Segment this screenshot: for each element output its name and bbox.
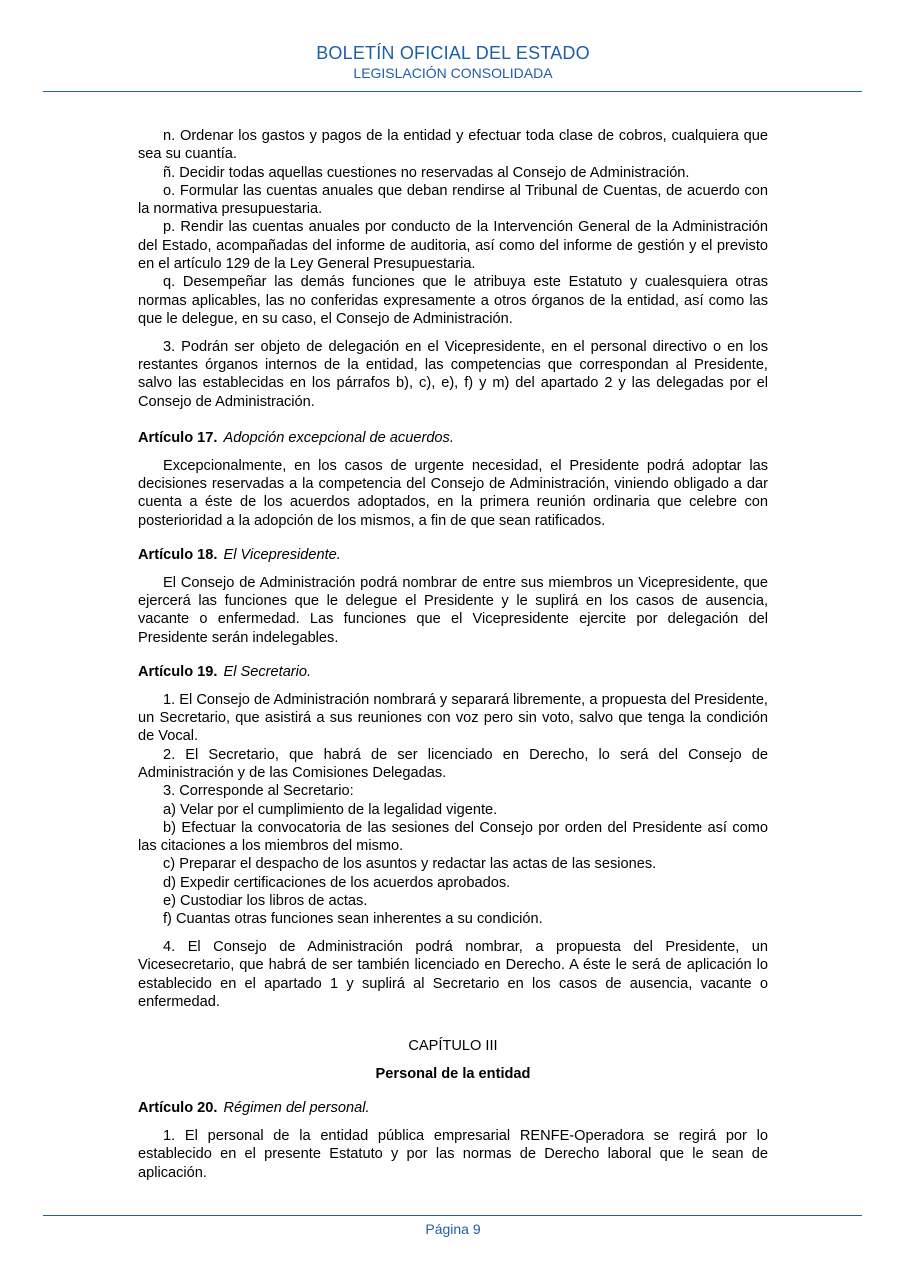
article-19-item-d: d) Expedir certificaciones de los acuerdos aprobados. bbox=[163, 874, 511, 891]
paragraph-3: 3. Podrán ser objeto de delegación en el Vicepresidente, en el personal directivo o en los restantes órganos internos de la entidad, las competencias que correspondan al Presidente, salvo las establecidas en los párrafos b), c), e), f) y m) del apartado 2 y las delegadas por el Consejo de Administración. bbox=[138, 338, 768, 410]
article-17-title: Adopción excepcional de acuerdos. bbox=[223, 429, 454, 446]
article-20-paragraph-1: 1. El personal de la entidad pública empresarial RENFE-Operadora se regirá por lo establecido en el presente Estatuto y por las normas de Derecho laboral que le sean de aplicación. bbox=[138, 1128, 768, 1181]
article-20-heading bbox=[138, 1099, 768, 1117]
article-19-number: Artículo 19. bbox=[138, 663, 218, 680]
article-18-title: El Vicepresidente. bbox=[223, 546, 341, 563]
article-18-heading bbox=[138, 546, 768, 564]
paragraph-p: p. Rendir las cuentas anuales por conducto de la Intervención General de la Administración del Estado, acompañadas del informe de auditoria, así como del informe de gestión y el previsto en el artículo 129 de la Ley General Presupuestaria. bbox=[138, 219, 768, 273]
header-subtitle: LEGISLACIÓN CONSOLIDADA bbox=[353, 65, 553, 81]
article-18-paragraph: El Consejo de Administración podrá nombrar de entre sus miembros un Vicepresidente, que ejercerá las funciones que le delegue el Presidente y le suplirá en los casos de ausencia, vacante o enfermedad. Las funciones que el Vicepresidente ejercite por delegación del Presidente serán indelegables. bbox=[138, 574, 768, 646]
header-title: BOLETÍN OFICIAL DEL ESTADO bbox=[316, 43, 590, 63]
paragraph-n: n. Ordenar los gastos y pagos de la entidad y efectuar toda clase de cobros, cualquiera que sea su cuantía. bbox=[138, 128, 768, 163]
article-17-number: Artículo 17. bbox=[138, 429, 218, 446]
article-20-number: Artículo 20. bbox=[138, 1100, 218, 1117]
article-19-paragraph-4: 4. El Consejo de Administración podrá nombrar, a propuesta del Presidente, un Vicesecretario, que habrá de ser también licenciado en Derecho. A éste le será de aplicación lo establecido en el apartado 1 y suplirá al Secretario en los casos de ausencia, vacante o enfermedad. bbox=[138, 939, 768, 1010]
paragraph-enye: ñ. Decidir todas aquellas cuestiones no reservadas al Consejo de Administración. bbox=[163, 164, 690, 181]
paragraph-o: o. Formular las cuentas anuales que deban rendirse al Tribunal de Cuentas, de acuerdo con la normativa presupuestaria. bbox=[138, 182, 768, 218]
article-17-paragraph: Excepcionalmente, en los casos de urgente necesidad, el Presidente podrá adoptar las decisiones reservadas a la competencia del Consejo de Administración, viniendo obligado a dar cuenta a éste de los acuerdos adoptados, en la primera reunión ordinaria que celebre con posterioridad a la adopción de los mismos, a fin de que sean ratificados. bbox=[138, 457, 768, 529]
chapter-title: Personal de la entidad bbox=[375, 1066, 531, 1083]
document-body bbox=[138, 127, 768, 1182]
chapter-label: CAPÍTULO III bbox=[408, 1038, 498, 1055]
article-19-item-b: b) Efectuar la convocatoria de las sesiones del Consejo por orden del Presidente así como las citaciones a los miembros del mismo. bbox=[138, 819, 768, 855]
article-19-paragraph-2: 2. El Secretario, que habrá de ser licenciado en Derecho, lo será del Consejo de Administración y de las Comisiones Delegadas. bbox=[138, 746, 768, 781]
article-19-title: El Secretario. bbox=[223, 663, 312, 680]
article-18-number: Artículo 18. bbox=[138, 546, 218, 563]
page-number: Página 9 bbox=[425, 1221, 481, 1237]
document-header bbox=[0, 42, 906, 82]
article-19-item-c: c) Preparar el despacho de los asuntos y redactar las actas de las sesiones. bbox=[163, 856, 657, 873]
header-divider bbox=[43, 91, 862, 92]
article-19-item-e: e) Custodiar los libros de actas. bbox=[163, 892, 368, 909]
article-17-heading bbox=[138, 429, 768, 447]
article-19-paragraph-3: 3. Corresponde al Secretario: bbox=[163, 783, 354, 800]
paragraph-q: q. Desempeñar las demás funciones que le atribuya este Estatuto y cualesquiera otras normas aplicables, las no conferidas expresamente a otros órganos de la entidad, así como las que le delegue, en su caso, el Consejo de Administración. bbox=[138, 274, 768, 327]
article-19-item-a: a) Velar por el cumplimiento de la legalidad vigente. bbox=[163, 801, 498, 818]
article-19-heading bbox=[138, 663, 768, 681]
article-19-item-f: f) Cuantas otras funciones sean inherentes a su condición. bbox=[163, 911, 543, 928]
article-20-title: Régimen del personal. bbox=[223, 1100, 370, 1117]
article-19-paragraph-1: 1. El Consejo de Administración nombrará y separará libremente, a propuesta del Presidente, un Secretario, que asistirá a sus reuniones con voz pero sin voto, salvo que tenga la condición de Vocal. bbox=[138, 691, 768, 745]
footer-divider bbox=[43, 1215, 862, 1216]
